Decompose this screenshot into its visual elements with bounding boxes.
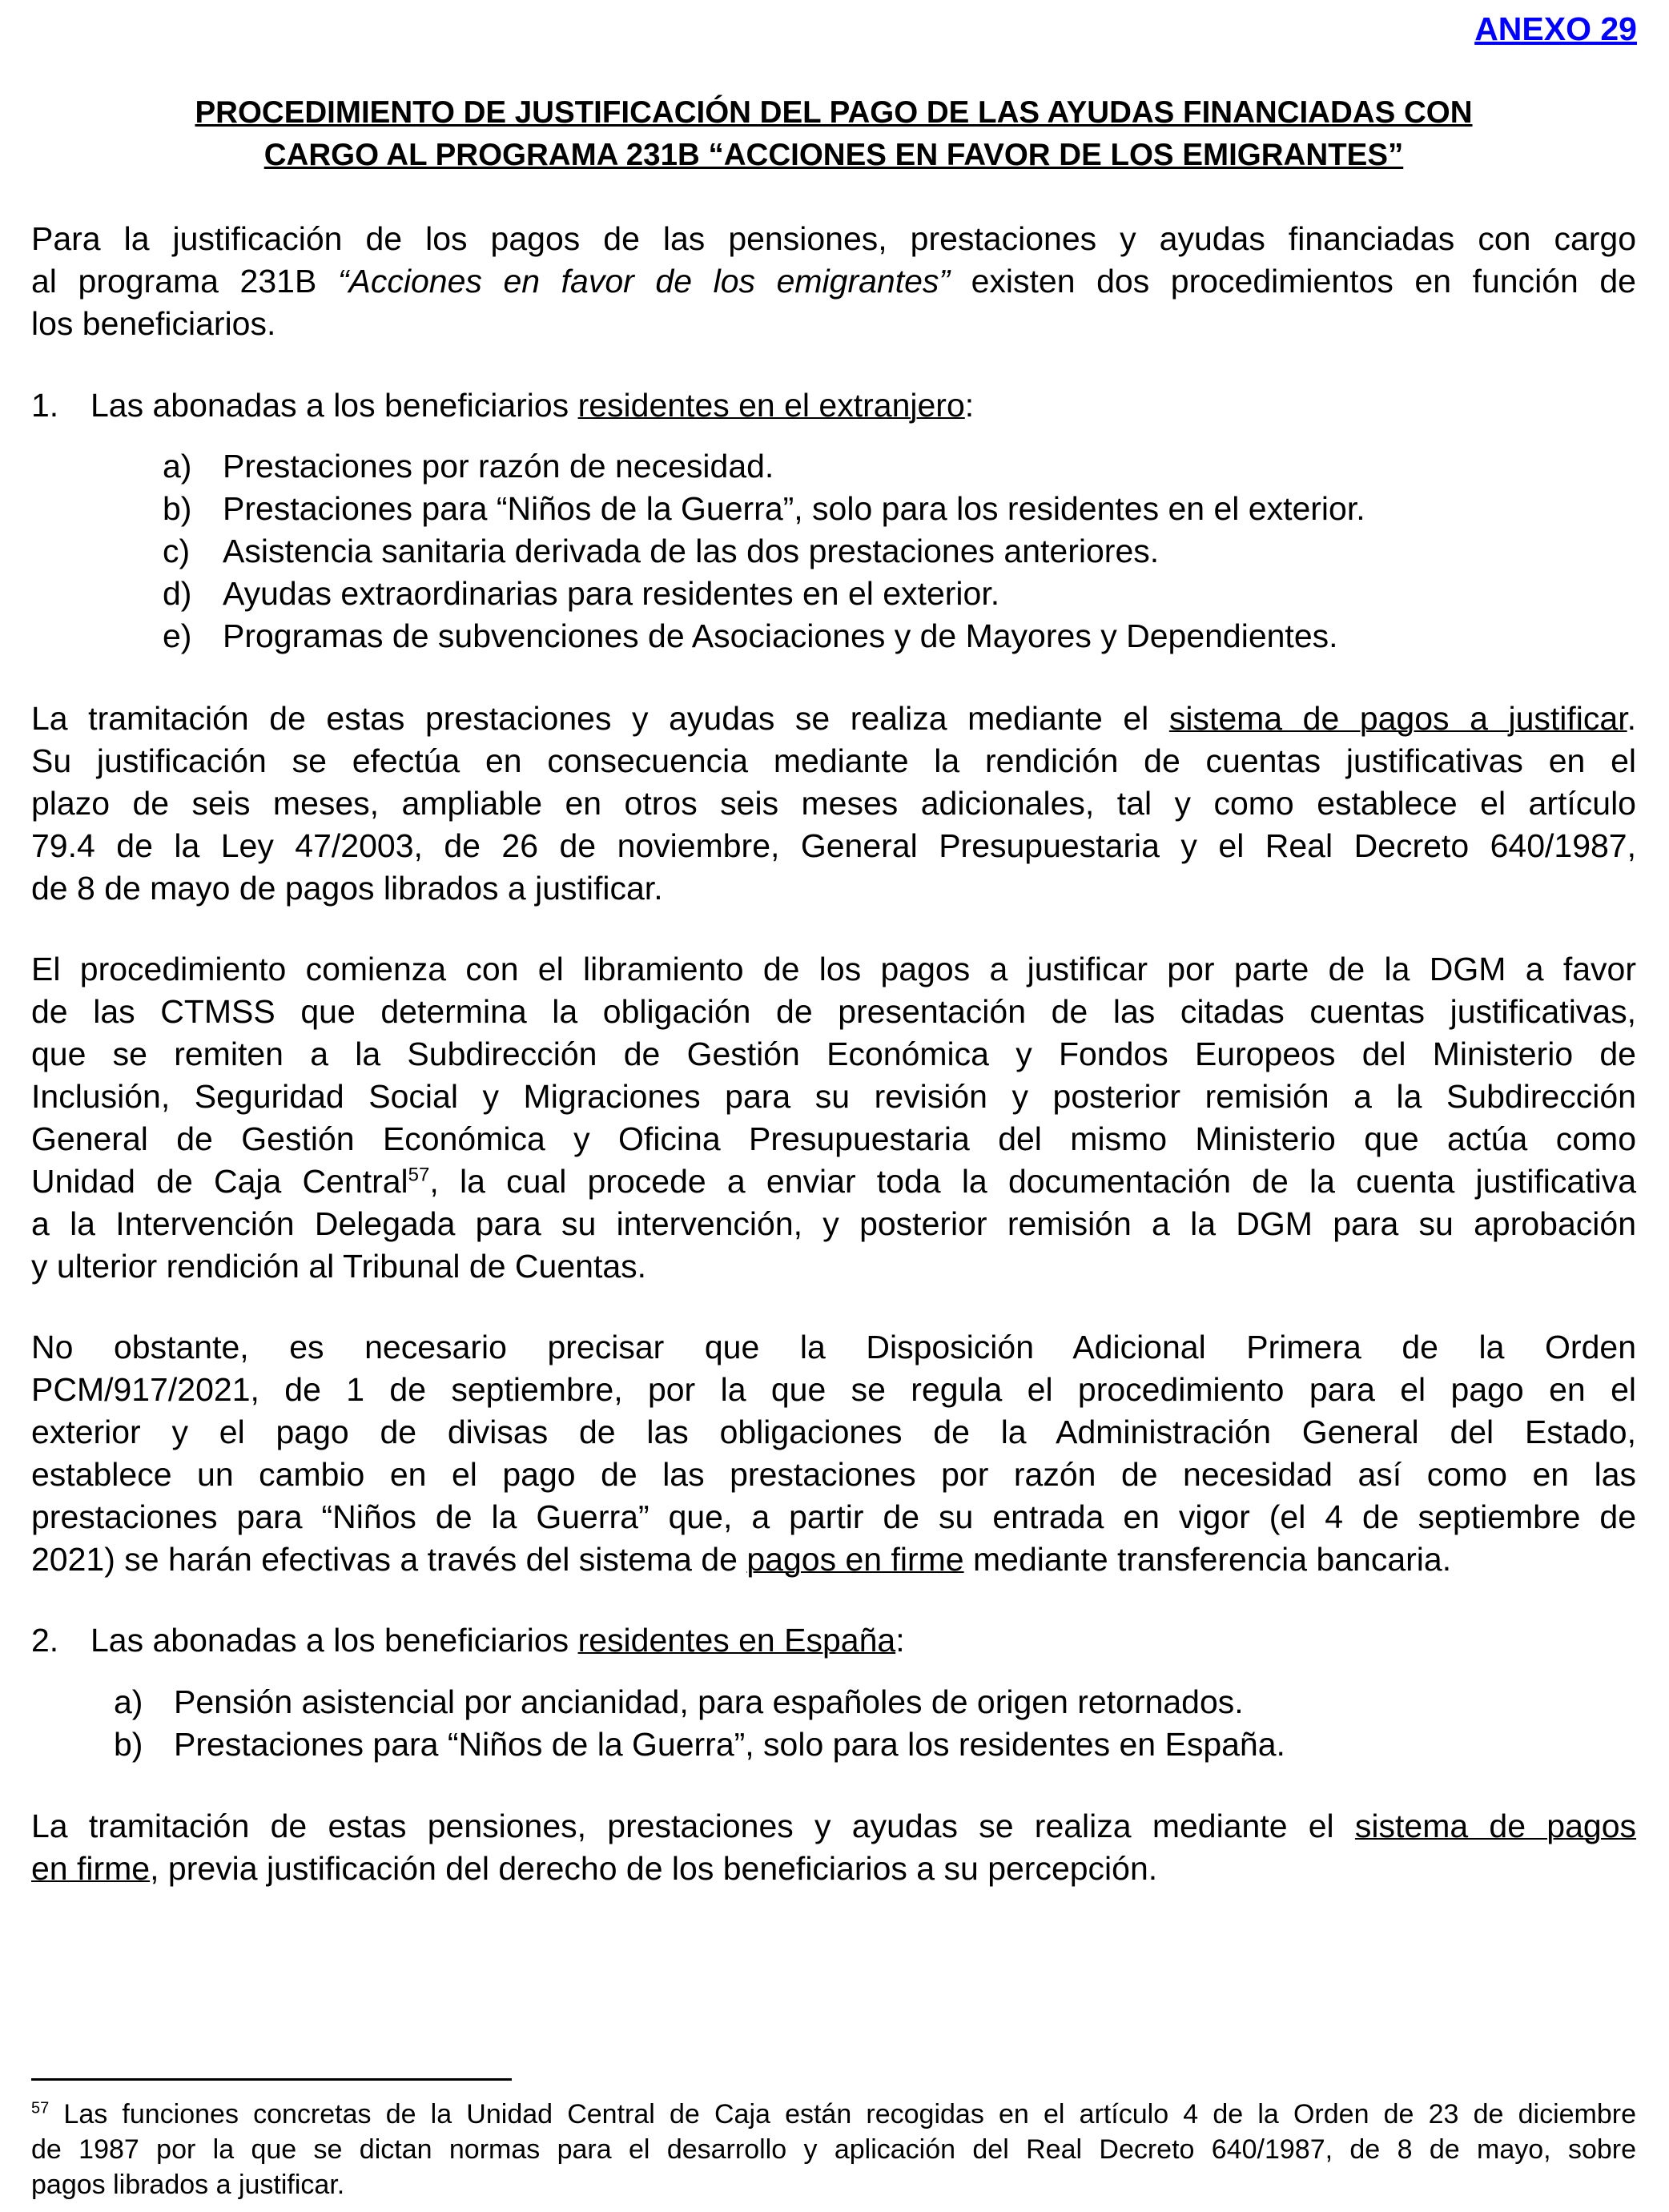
footnote-reference[interactable]: 57 [408,1164,430,1186]
document-title-line-1: PROCEDIMIENTO DE JUSTIFICACIÓN DEL PAGO DE LAS AYUDAS FINANCIADAS CON [195,95,1473,130]
list-item [163,573,999,615]
text-line: los beneficiarios. [31,305,276,342]
text-line: 79.4 de la Ley 47/2003, de 26 de noviembre, General Presupuestaria y el Real Decreto 640/1987, [31,827,1636,864]
footnote-separator [31,2078,512,2081]
document-title-line-2: CARGO AL PROGRAMA 231B “ACCIONES EN FAVOR DE LOS EMIGRANTES” [263,138,1404,172]
list-text: Programas de subvenciones de Asociaciones y de Mayores y Dependientes. [223,617,1338,654]
list-item [163,615,1338,658]
text: : [895,1622,905,1659]
text-line [31,2097,1636,2132]
text-line: Para la justificación de los pagos de las pensiones, prestaciones y ayudas financiadas con cargo [31,220,1636,257]
text: : [964,387,975,424]
tramitacion-paragraph-1 [31,698,1636,910]
footnote-number: 57 [31,2099,50,2117]
text-line: No obstante, es necesario precisar que la Disposición Adicional Primera de la Orden [31,1329,1636,1365]
no-obstante-paragraph [31,1326,1636,1581]
text: Las abonadas a los beneficiarios [90,1622,578,1659]
list-text: Prestaciones para “Niños de la Guerra”, solo para los residentes en el exterior. [223,490,1365,527]
text-line: General de Gestión Económica y Oficina Presupuestaria del mismo Ministerio que actúa como [31,1120,1636,1157]
text-line: establece un cambio en el pago de las prestaciones por razón de necesidad así como en las [31,1456,1636,1493]
text-line: exterior y el pago de divisas de las obligaciones de la Administración General del Estado, [31,1414,1636,1450]
text-line: y ulterior rendición al Tribunal de Cuentas. [31,1248,647,1285]
text: Las abonadas a los beneficiarios [90,387,578,424]
list-label: a) [163,448,192,485]
list-label: d) [163,575,192,612]
text-line [31,1538,1636,1581]
text: Unidad de Caja Central [31,1163,408,1200]
text-line [31,260,1636,303]
procedimiento-paragraph [31,948,1636,1288]
underlined-text: residentes en el extranjero [577,387,965,424]
list-label: c) [163,533,191,569]
tramitacion-paragraph-2 [31,1805,1636,1890]
text-line: que se remiten a la Subdirección de Gestión Económica y Fondos Europeos del Ministerio de [31,1036,1636,1072]
underlined-text: pagos en firme [746,1541,964,1578]
section-2-heading [31,1619,905,1662]
text: , previa justificación del derecho de los beneficiarios a su percepción. [150,1850,1158,1887]
list-label: b) [114,1726,143,1763]
list-label: e) [163,617,192,654]
text: existen dos procedimientos en función de [950,263,1636,300]
list-item [163,445,774,488]
section-1-heading [31,384,974,427]
program-name: “Acciones en favor de los emigrantes” [337,263,951,300]
text-line: de las CTMSS que determina la obligación de presentación de las citadas cuentas justificativas, [31,993,1636,1030]
intro-paragraph [31,218,1636,345]
text-line: Inclusión, Seguridad Social y Migraciones para su revisión y posterior remisión a la Subdirección [31,1078,1636,1115]
underlined-text: en firme [31,1850,151,1887]
text: , la cual procede a enviar toda la documentación de la cuenta justificativa [429,1163,1636,1200]
list-item [163,530,1159,573]
list-text: Ayudas extraordinarias para residentes en el exterior. [223,575,1000,612]
text-line [31,1848,1636,1890]
footnote [31,2097,1636,2202]
text-line: pagos librados a justificar. [31,2170,345,2200]
list-item [163,488,1365,530]
text-line: prestaciones para “Niños de la Guerra” que, a partir de su entrada en vigor (el 4 de septiembre de [31,1498,1636,1535]
underlined-text: sistema de pagos [1354,1808,1637,1844]
list-label: a) [114,1683,143,1720]
text: mediante transferencia bancaria. [963,1541,1452,1578]
text: La tramitación de estas pensiones, prestaciones y ayudas se realiza mediante el [31,1808,1355,1844]
list-text: Asistencia sanitaria derivada de las dos prestaciones anteriores. [223,533,1160,569]
text: Las funciones concretas de la Unidad Central de Caja están recogidas en el artículo 4 de la Orden de 23 de diciembre [49,2099,1636,2130]
text-line: de 8 de mayo de pagos librados a justificar. [31,870,663,907]
text-line [31,1160,1636,1203]
text-line: de 1987 por la que se dictan normas para el desarrollo y aplicación del Real Decreto 640/1987, de 8 de mayo, sobre [31,2134,1636,2165]
underlined-text: sistema de pagos a justificar [1168,700,1627,737]
text: La tramitación de estas prestaciones y ayudas se realiza mediante el [31,700,1169,737]
underlined-text: residentes en España [577,1622,896,1659]
text-line [31,698,1636,740]
text: al programa 231B [31,263,338,300]
list-text: Prestaciones para “Niños de la Guerra”, solo para los residentes en España. [174,1726,1285,1763]
list-number: 2. [31,1622,59,1659]
list-number: 1. [31,387,59,424]
text-line: a la Intervención Delegada para su intervención, y posterior remisión a la DGM para su aprobación [31,1205,1636,1242]
text-line: PCM/917/2021, de 1 de septiembre, por la que se regula el procedimiento para el pago en el [31,1371,1636,1408]
text-line [31,1805,1636,1848]
text-line: El procedimiento comienza con el libramiento de los pagos a justificar por parte de la DGM a favor [31,951,1636,987]
list-item [114,1681,1244,1723]
list-text: Pensión asistencial por ancianidad, para españoles de origen retornados. [174,1683,1244,1720]
text-line: plazo de seis meses, ampliable en otros seis meses adicionales, tal y como establece el artículo [31,785,1636,822]
text-line: Su justificación se efectúa en consecuencia mediante la rendición de cuentas justificativas en el [31,742,1636,779]
list-item [114,1723,1285,1766]
list-label: b) [163,490,192,527]
text: 2021) se harán efectivas a través del sistema de [31,1541,747,1578]
list-text: Prestaciones por razón de necesidad. [223,448,774,485]
annex-number[interactable]: ANEXO 29 [1474,10,1637,47]
text: . [1627,700,1636,737]
